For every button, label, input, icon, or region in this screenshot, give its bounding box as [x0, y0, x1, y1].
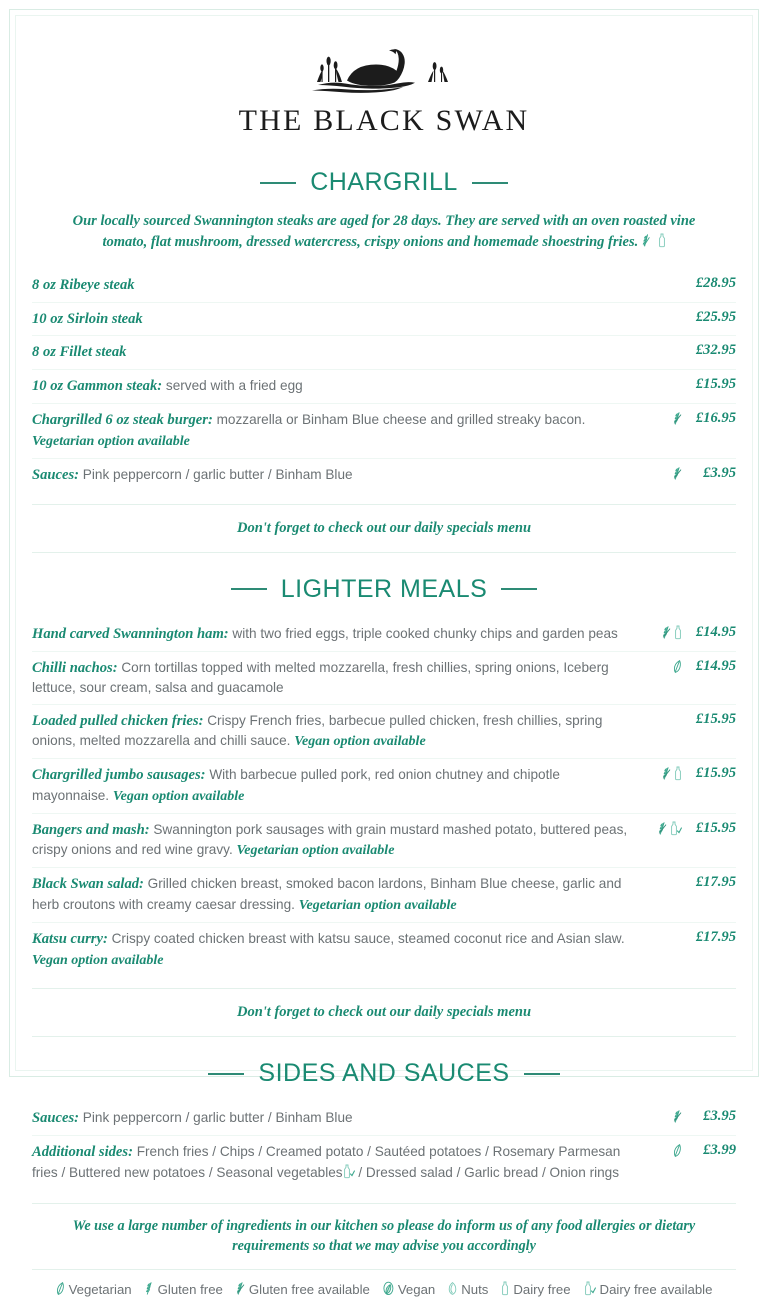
menu-item-row — [32, 269, 736, 302]
gluten-free-available-icon — [673, 1109, 682, 1129]
menu-item-price: £3.95 — [703, 1108, 736, 1125]
menu-item-name: Chargrilled 6 oz steak burger: — [32, 411, 213, 428]
menu-item-allergen-icons — [648, 376, 682, 377]
menu-item-description: with two fried eggs, triple cooked chunky chips and garden peas — [228, 625, 618, 641]
legend-item-label: Vegetarian — [68, 1282, 132, 1298]
menu-item-description: Crispy French fries, barbecue pulled chicken, fresh chillies, spring onions, melted mozzarella and chilli sauce. — [32, 712, 603, 749]
menu-item-text — [32, 1108, 648, 1129]
menu-item-price: £15.95 — [695, 765, 736, 782]
menu-item-allergen-icons — [648, 711, 682, 712]
menu-item-text — [32, 309, 648, 330]
menu-item-description-continued: / Dressed salad / Garlic bread / Onion rings — [354, 1165, 620, 1181]
section-intro-chargrill — [32, 211, 736, 255]
menu-item-text — [32, 624, 648, 645]
menu-item-row — [32, 369, 736, 403]
menu-item-text — [32, 658, 648, 698]
menu-item-allergen-icons — [648, 1142, 682, 1163]
gluten-free-available-icon — [673, 466, 682, 486]
menu-item-price: £14.95 — [695, 623, 736, 640]
menu-item-name: Bangers and mash: — [32, 821, 150, 838]
menu-item-description: Corn tortillas topped with melted mozzarella, fresh chillies, spring onions, Iceberg lettuce, sour cream, salsa and guacamole — [32, 659, 609, 696]
legend-item — [584, 1281, 713, 1299]
menu-item-allergen-icons — [648, 929, 682, 930]
legend-item — [145, 1281, 223, 1299]
dairy-free-available-icon — [584, 1281, 596, 1299]
section-title: CHARGRILL — [310, 168, 458, 196]
menu-item-price: £15.95 — [695, 819, 736, 836]
menu-item-text — [32, 465, 648, 486]
menu-item-allergen-icons — [648, 309, 682, 310]
menu-item-price: £15.95 — [695, 376, 736, 393]
menu-item-option-note: Vegan option available — [294, 734, 426, 750]
legend-item-label: Gluten free available — [248, 1282, 370, 1298]
menu-item-row — [32, 922, 736, 977]
menu-item-allergen-icons — [648, 342, 682, 343]
gluten-free-available-icon — [662, 766, 671, 786]
dairy-free-icon — [674, 766, 682, 786]
legend-item-label: Gluten free — [157, 1282, 223, 1298]
lighter-meals-items — [32, 618, 736, 977]
menu-item-allergen-icons — [648, 275, 682, 276]
menu-item-name: Chilli nachos: — [32, 659, 118, 676]
menu-item-description: served with a fried egg — [162, 378, 303, 394]
allergen-legend — [32, 1270, 736, 1305]
heading-rule-right — [501, 588, 537, 590]
menu-item-text — [32, 874, 648, 916]
menu-item-option-note: Vegan option available — [112, 788, 245, 804]
specials-banner-1: Don't forget to check out our daily specials menu — [32, 504, 736, 553]
legend-item-label: Nuts — [461, 1282, 489, 1298]
menu-item-row — [32, 335, 736, 369]
dairy-free-icon — [658, 233, 666, 255]
heading-rule-right — [524, 1073, 560, 1075]
gluten-free-available-icon — [673, 411, 682, 431]
menu-item-text — [32, 342, 648, 363]
menu-item-name: 8 oz Ribeye steak — [32, 277, 135, 294]
heading-rule-right — [472, 182, 508, 184]
menu-item-name: 10 oz Gammon steak: — [32, 378, 163, 395]
menu-item-row — [32, 302, 736, 336]
legend-item-label: Vegan — [397, 1282, 436, 1298]
menu-item-row — [32, 758, 736, 813]
menu-item-row — [32, 458, 736, 492]
section-heading-chargrill — [32, 168, 736, 197]
vegetarian-icon — [673, 659, 682, 679]
menu-item-allergen-icons — [648, 465, 682, 486]
menu-item-allergen-icons — [648, 1108, 682, 1129]
menu-item-price: £15.95 — [695, 710, 736, 727]
section-heading-sides-and-sauces — [32, 1059, 736, 1088]
menu-item-description: mozzarella or Binham Blue cheese and grilled streaky bacon. — [212, 411, 586, 427]
restaurant-name: THE BLACK SWAN — [238, 104, 530, 137]
sides-and-sauces-items — [32, 1102, 736, 1190]
menu-item-name: Additional sides: — [32, 1144, 133, 1161]
menu-item-allergen-icons — [648, 874, 682, 875]
legend-item — [56, 1281, 132, 1299]
black-swan-logo-icon — [32, 40, 736, 102]
gluten-free-available-icon — [642, 233, 651, 255]
menu-item-price: £16.95 — [695, 409, 736, 426]
menu-content — [10, 10, 758, 1305]
menu-item-name: 10 oz Sirloin steak — [32, 310, 143, 327]
heading-rule-left — [208, 1073, 244, 1075]
menu-item-name: Black Swan salad: — [32, 876, 144, 893]
menu-item-price: £3.99 — [703, 1142, 736, 1159]
menu-item-row — [32, 403, 736, 458]
gluten-free-available-icon — [236, 1281, 245, 1299]
vegetarian-icon — [673, 1143, 682, 1163]
menu-item-text — [32, 820, 648, 862]
dairy-free-icon — [674, 625, 682, 645]
menu-item-option-note: Vegan option available — [32, 952, 164, 968]
specials-banner-2: Don't forget to check out our daily specials menu — [32, 988, 736, 1037]
menu-item-text — [32, 410, 648, 452]
menu-item-price: £14.95 — [695, 657, 736, 674]
dairy-free-icon — [501, 1281, 509, 1299]
menu-item-description: French fries / Chips / Creamed potato / Sautéed potatoes / Rosemary Parmesan fries / Buttered new potatoes / Seasonal vegetables — [32, 1144, 621, 1181]
menu-item-price: £17.95 — [695, 928, 736, 945]
menu-item-name: Chargrilled jumbo sausages: — [32, 767, 206, 784]
menu-item-row — [32, 1102, 736, 1135]
nuts-icon — [448, 1281, 457, 1299]
menu-item-name: Loaded pulled chicken fries: — [32, 712, 204, 729]
menu-item-description: Pink peppercorn / garlic butter / Binham Blue — [79, 466, 353, 482]
section-intro-text: Our locally sourced Swannington steaks are aged for 28 days. They are served with an oven roasted vine tomato, flat mushroom, dressed watercress, crispy onions and homemade shoestring fries. — [72, 213, 696, 251]
menu-item-row — [32, 618, 736, 651]
menu-item-name: Sauces: — [32, 1110, 80, 1127]
allergy-notice: We use a large number of ingredients in our kitchen so please do inform us of any food allergies or dietary requirements so that we may advise you accordingly — [32, 1203, 736, 1270]
chargrill-items — [32, 269, 736, 491]
vegan-icon — [383, 1281, 394, 1299]
menu-item-row — [32, 651, 736, 704]
menu-item-description: Pink peppercorn / garlic butter / Binham Blue — [79, 1110, 353, 1126]
gluten-free-available-icon — [658, 821, 667, 841]
menu-item-option-note: Vegetarian option available — [298, 898, 457, 914]
menu-item-price: £28.95 — [695, 275, 736, 292]
menu-item-description: Crispy coated chicken breast with katsu sauce, steamed coconut rice and Asian slaw. — [107, 930, 625, 946]
menu-item-allergen-icons — [648, 410, 682, 431]
section-heading-lighter-meals — [32, 575, 736, 604]
vegetarian-icon — [56, 1281, 65, 1299]
menu-item-option-note: Vegetarian option available — [32, 433, 190, 449]
menu-item-row — [32, 867, 736, 922]
menu-item-name: Katsu curry: — [32, 930, 108, 947]
menu-item-text — [32, 765, 648, 807]
menu-item-price: £25.95 — [695, 308, 736, 325]
heading-rule-left — [231, 588, 267, 590]
menu-item-description: With barbecue pulled pork, red onion chutney and chipotle mayonnaise. — [32, 767, 560, 803]
menu-item-name: Sauces: — [32, 466, 80, 483]
menu-item-text — [32, 1142, 648, 1184]
menu-item-text — [32, 711, 648, 753]
menu-item-price: £32.95 — [695, 342, 736, 359]
restaurant-logo — [32, 20, 736, 146]
section-title: SIDES AND SAUCES — [258, 1059, 510, 1088]
dairy-free-available-icon — [343, 1164, 355, 1184]
menu-item-allergen-icons — [648, 765, 682, 786]
menu-item-text — [32, 929, 648, 971]
section-title: LIGHTER MEALS — [280, 574, 488, 603]
menu-item-text — [32, 376, 648, 397]
menu-item-text — [32, 275, 648, 296]
menu-item-row — [32, 704, 736, 759]
dairy-free-available-icon — [670, 821, 682, 841]
menu-item-option-note: Vegetarian option available — [236, 843, 395, 859]
legend-item — [383, 1281, 435, 1299]
legend-item-label: Dairy free available — [599, 1282, 713, 1298]
menu-item-description: Grilled chicken breast, smoked bacon lardons, Binham Blue cheese, garlic and herb croutons with creamy caesar dressing. — [32, 876, 622, 913]
section-sides-and-sauces — [32, 1059, 736, 1190]
menu-item-price: £17.95 — [695, 874, 736, 891]
section-chargrill — [32, 168, 736, 492]
heading-rule-left — [260, 182, 296, 184]
legend-item — [236, 1281, 370, 1299]
menu-item-row — [32, 813, 736, 868]
legend-item — [448, 1281, 488, 1299]
menu-item-name: Hand carved Swannington ham: — [32, 625, 229, 642]
legend-item — [501, 1281, 570, 1299]
section-lighter-meals — [32, 575, 736, 977]
menu-item-allergen-icons — [648, 658, 682, 679]
gluten-free-icon — [145, 1281, 154, 1299]
menu-item-allergen-icons — [648, 624, 682, 645]
menu-item-description: Swannington pork sausages with grain mustard mashed potato, buttered peas, crispy onions and red wine gravy. — [32, 821, 628, 858]
menu-item-price: £3.95 — [703, 464, 736, 481]
gluten-free-available-icon — [662, 625, 671, 645]
legend-item-label: Dairy free — [513, 1282, 571, 1298]
menu-item-row — [32, 1135, 736, 1190]
menu-item-allergen-icons — [648, 820, 682, 841]
menu-item-name: 8 oz Fillet steak — [32, 344, 127, 361]
